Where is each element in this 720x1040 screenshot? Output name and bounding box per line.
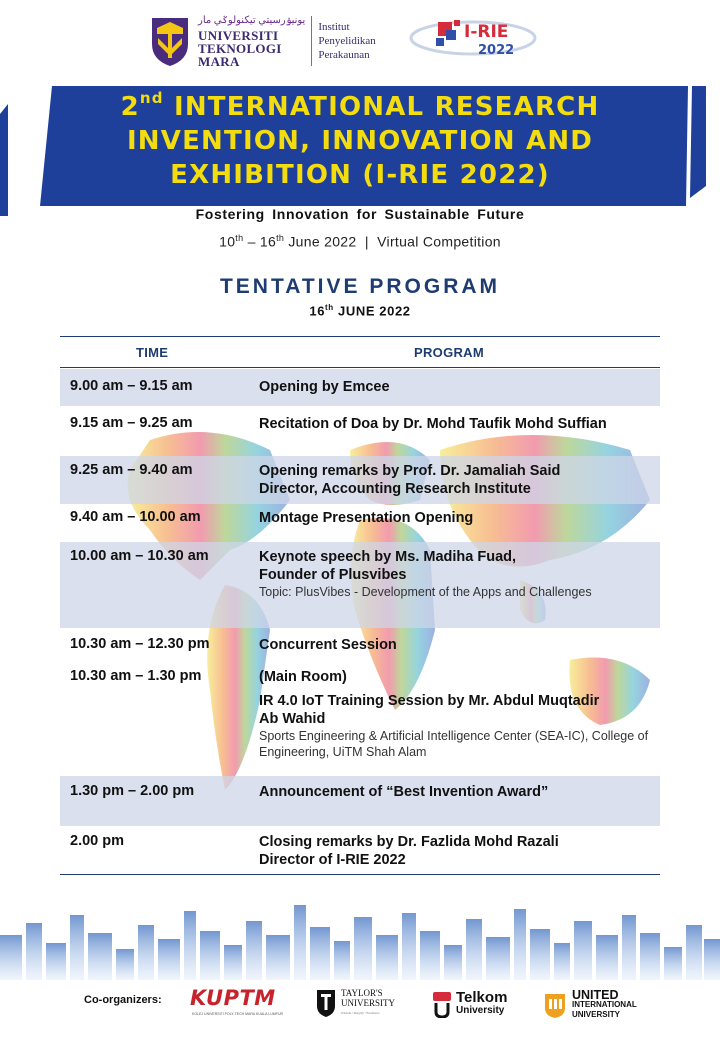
uitm-crest-icon — [148, 14, 192, 68]
event-title-line-1 — [60, 90, 660, 124]
row-program-line-2: Director, Accounting Research Institute — [259, 481, 531, 497]
program-date — [0, 303, 720, 318]
telkom-logo — [432, 990, 507, 1018]
taylors-line-2: UNIVERSITY — [341, 998, 395, 1008]
institute-line-3: Perakaunan — [318, 49, 370, 61]
irie-logo — [408, 12, 538, 64]
row-time: 9.15 am – 9.25 am — [70, 415, 193, 431]
table-row — [60, 542, 660, 628]
row-time: 9.00 am – 9.15 am — [70, 378, 193, 394]
institute-line-1: Institut — [318, 21, 350, 33]
row-time: 10.30 am – 12.30 pm — [70, 636, 210, 652]
co-organizers-label: Co-organizers: — [84, 994, 162, 1006]
row-program: Concurrent Session — [259, 637, 397, 653]
row-program: Montage Presentation Opening — [259, 510, 474, 526]
co-organizers — [0, 984, 720, 1034]
date-separator: – — [243, 233, 260, 250]
taylors-motto: Wisdom • Integrity • Excellence — [341, 1011, 380, 1015]
taylors-logo — [316, 988, 395, 1018]
row-program-line-2: Founder of Plusvibes — [259, 567, 407, 583]
united-sub-2: UNIVERSITY — [572, 1010, 621, 1019]
table-row — [60, 504, 660, 542]
kuptm-logo: KUPTM — [190, 986, 276, 1010]
row-time: 10.30 am – 1.30 pm — [70, 668, 202, 684]
row-program: Recitation of Doa by Dr. Mohd Taufik Mohd Suffian — [259, 416, 607, 432]
row-time: 2.00 pm — [70, 833, 124, 849]
row-program: Opening by Emcee — [259, 379, 390, 395]
program-date-rest: JUNE 2022 — [333, 303, 411, 319]
date-start: 10 — [219, 233, 236, 250]
row-program — [259, 833, 654, 869]
row-program: (Main Room) — [259, 669, 347, 685]
row-program-line-1: Opening remarks by Prof. Dr. Jamaliah Said — [259, 463, 561, 479]
row-program — [259, 548, 654, 600]
column-header-program: PROGRAM — [414, 345, 484, 360]
table-row — [60, 628, 660, 662]
title-ordinal-number: 2 — [120, 92, 140, 122]
tagline: Fostering Innovation for Sustainable Future — [195, 206, 525, 222]
row-program-topic: Topic: PlusVibes - Development of the Apps and Challenges — [259, 585, 592, 599]
title-ordinal-suffix: nd — [139, 89, 164, 107]
title-line-1-rest: INTERNATIONAL RESEARCH — [163, 92, 600, 122]
program-date-day: 16 — [309, 303, 326, 319]
row-time: 1.30 pm – 2.00 pm — [70, 783, 195, 799]
table-row — [60, 369, 660, 406]
taylors-crest-icon — [316, 988, 336, 1018]
telkom-name — [456, 991, 507, 1017]
row-program — [259, 692, 654, 760]
program-title: TENTATIVE PROGRAM — [219, 275, 501, 298]
row-time: 9.40 am – 10.00 am — [70, 509, 201, 525]
program-table — [60, 336, 660, 868]
table-row — [60, 662, 660, 686]
table-row — [60, 826, 660, 874]
event-title-line-2: INVENTION, INNOVATION AND — [126, 126, 594, 156]
row-program-line-1: Keynote speech by Ms. Madiha Fuad, — [259, 549, 517, 565]
row-program-line-1: IR 4.0 IoT Training Session by Mr. Abdul Muqtadir — [259, 693, 600, 709]
united-crest-icon — [543, 991, 567, 1019]
row-program-affiliation: Sports Engineering & Artificial Intelligence Center (SEA-IC), College of Engineering, UiTM Shah Alam — [259, 729, 649, 759]
event-title-line-3: EXHIBITION (I-RIE 2022) — [170, 160, 550, 190]
program-date-suffix: th — [325, 303, 334, 312]
uitm-name — [198, 14, 305, 68]
uitm-line-2: TEKNOLOGI — [198, 41, 282, 56]
header-logos — [0, 10, 720, 72]
uitm-logo — [148, 14, 376, 68]
city-skyline-decoration — [0, 905, 720, 980]
taylors-line-1: TAYLOR'S — [341, 988, 383, 998]
table-row — [60, 456, 660, 504]
table-row — [60, 692, 660, 772]
logo-divider — [311, 16, 312, 66]
telkom-mark-icon — [432, 990, 452, 1018]
table-bottom-rule — [60, 874, 660, 875]
row-program-line-2: Ab Wahid — [259, 711, 326, 727]
date-end-suffix: th — [276, 233, 285, 243]
telkom-main: Telkom — [456, 989, 508, 1006]
united-main: UNITED — [572, 988, 619, 1002]
row-program-line-2: Director of I-RIE 2022 — [259, 852, 406, 868]
row-program — [259, 462, 654, 498]
united-logo — [543, 990, 637, 1020]
table-row — [60, 406, 660, 454]
uitm-line-1: UNIVERSITI — [198, 28, 279, 43]
table-row — [60, 776, 660, 826]
row-program: Announcement of “Best Invention Award” — [259, 784, 549, 800]
table-header — [60, 336, 660, 368]
institute-line-2: Penyelidikan — [318, 35, 376, 47]
event-dates — [0, 233, 720, 250]
kuptm-subtitle: KOLEJ UNIVERSITI POLY-TECH MARA KUALA LUMPUR — [192, 1012, 284, 1016]
uitm-jawi-text: يونيۏرسيتي تيكنولوݢي مار — [198, 15, 306, 26]
row-time: 9.25 am – 9.40 am — [70, 462, 193, 478]
irie-logo-text: I-RIE — [464, 22, 509, 42]
uitm-line-3: MARA — [198, 54, 240, 69]
event-title — [60, 90, 660, 192]
date-end: 16 — [259, 233, 277, 250]
united-name — [572, 990, 637, 1020]
united-sub-1: INTERNATIONAL — [572, 1000, 637, 1009]
irie-logo-year: 2022 — [478, 43, 515, 58]
institute-name — [318, 20, 375, 62]
date-rest: June 2022 | Virtual Competition — [284, 233, 501, 250]
telkom-sub: University — [456, 1005, 505, 1016]
row-time: 10.00 am – 10.30 am — [70, 548, 209, 564]
taylors-name — [341, 988, 395, 1018]
row-program-line-1: Closing remarks by Dr. Fazlida Mohd Razali — [259, 834, 559, 850]
date-start-suffix: th — [235, 233, 244, 243]
column-header-time: TIME — [136, 345, 169, 360]
